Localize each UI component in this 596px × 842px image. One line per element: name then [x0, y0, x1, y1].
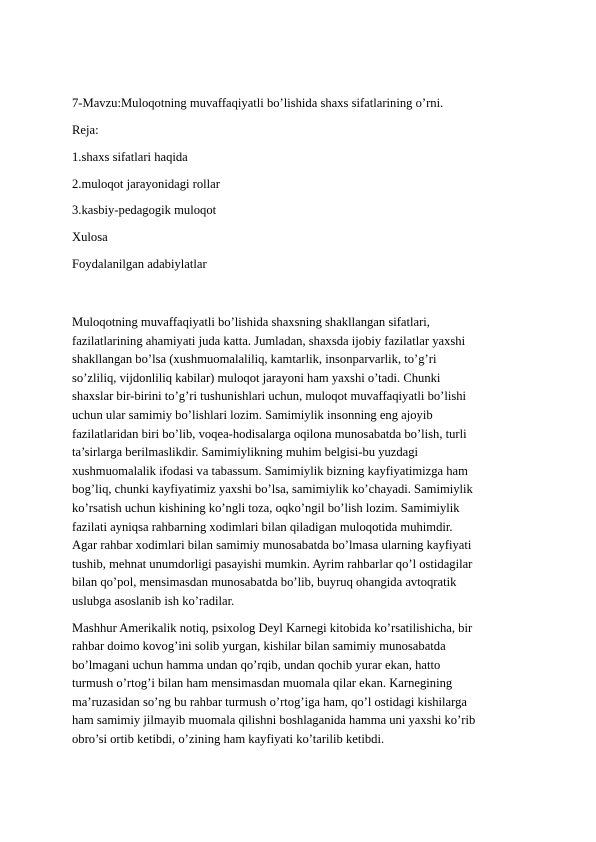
outline-item: 3.kasbiy-pedagogik muloqot — [72, 203, 217, 218]
paragraph-line: so’zliliq, vijdonliliq kabilar) muloqot jarayoni ham yaxshi o’tadi. Chunki — [72, 370, 441, 385]
outline-heading: Reja: — [72, 123, 99, 137]
paragraph-line: Muloqotning muvaffaqiyatli bo’lishida shaxsning shakllangan sifatlari, — [72, 315, 430, 329]
paragraph-line: uchun ular samimiy bo’lishlari lozim. Samimiylik insonning eng ajoyib — [72, 407, 433, 422]
outline-item: 2.muloqot jarayonidagi rollar — [72, 176, 220, 191]
paragraph-line: bo’lmagani uchun hamma undan qo’rqib, undan qochib yurar ekan, hatto — [72, 657, 441, 672]
paragraph-line: bog’liq, chunki kayfiyatimiz yaxshi bo’lsa, samimiylik ko’chayadi. Samimiylik — [72, 482, 473, 497]
paragraph-line: xushmuomalalik ifodasi va tabassum. Samimiylik bizning kayfiyatimizga ham — [72, 463, 468, 478]
paragraph-line: uslubga asoslanib ish ko’radilar. — [72, 593, 235, 608]
plan-outline — [72, 122, 220, 283]
document-title: 7-Mavzu:Muloqotning muvaffaqiyatli bo’lishida shaxs sifatlarining o’rni. — [72, 96, 444, 110]
paragraph-line: ta’sirlarga berilmaslikdir. Samimiylikning muhim belgisi-bu yuzdagi — [72, 445, 419, 460]
outline-item: Foydalanilgan adabiylatlar — [72, 256, 207, 271]
paragraph-line: ham samimiy jilmayib muomala qilishni boshlaganida hamma uni yaxshi ko’rib — [72, 713, 476, 728]
paragraph-line: ma’ruzasidan so’ng bu rahbar turmush o’rtog’iga ham, qo’l ostidagi kishilarga — [72, 694, 467, 709]
paragraph-line: fazilati ayniqsa rahbarning xodimlari bilan qiladigan muloqotida muhimdir. — [72, 519, 453, 534]
paragraph-line: ko’rsatish uchun kishining ko’ngli toza, oqko’ngil bo’lish lozim. Samimiylik — [72, 500, 460, 515]
paragraph — [72, 313, 532, 611]
paragraph — [72, 619, 532, 749]
paragraph-line: Agar rahbar xodimlari bilan samimiy munosabatda bo’lmasa ularning kayfiyati — [72, 538, 472, 553]
paragraph-line: fazilatlaridan biri bo’lib, voqea-hodisalarga oqilona munosabatda bo’lish, turli — [72, 426, 467, 441]
paragraph-line: shaxslar bir-birini to’g’ri tushunishlari uchun, muloqot muvaffaqiyatli bo’lishi — [72, 389, 467, 404]
body-text — [72, 313, 532, 749]
paragraph-line: rahbar doimo kovog’ini solib yurgan, kishilar bilan samimiy munosabatda — [72, 639, 446, 654]
paragraph-line: turmush o’rtog’i bilan ham mensimasdan muomala qilar ekan. Karnegining — [72, 676, 453, 691]
paragraph-line: bilan qo’pol, mensimasdan munosabatda bo’lib, buyruq ohangida avtoqratik — [72, 575, 457, 590]
outline-item: 1.shaxs sifatlari haqida — [72, 149, 188, 164]
paragraph-line: shakllangan bo’lsa (xushmuomalaliliq, kamtarlik, insonparvarlik, to’g’ri — [72, 352, 437, 367]
paragraph-line: Mashhur Amerikalik notiq, psixolog Deyl Karnegi kitobida ko’rsatilishicha, bir — [72, 620, 473, 635]
outline-item: Xulosa — [72, 230, 108, 245]
paragraph-line: fazilatlarining ahamiyati juda katta. Jumladan, shaxsda ijobiy fazilatlar yaxshi — [72, 333, 466, 348]
paragraph-line: tushib, mehnat unumdorligi pasayishi mumkin. Ayrim rahbarlar qo’l ostidagilar — [72, 556, 473, 571]
paragraph-line: obro’si ortib ketibdi, o’zining ham kayfiyati ko’tarilib ketibdi. — [72, 732, 385, 747]
